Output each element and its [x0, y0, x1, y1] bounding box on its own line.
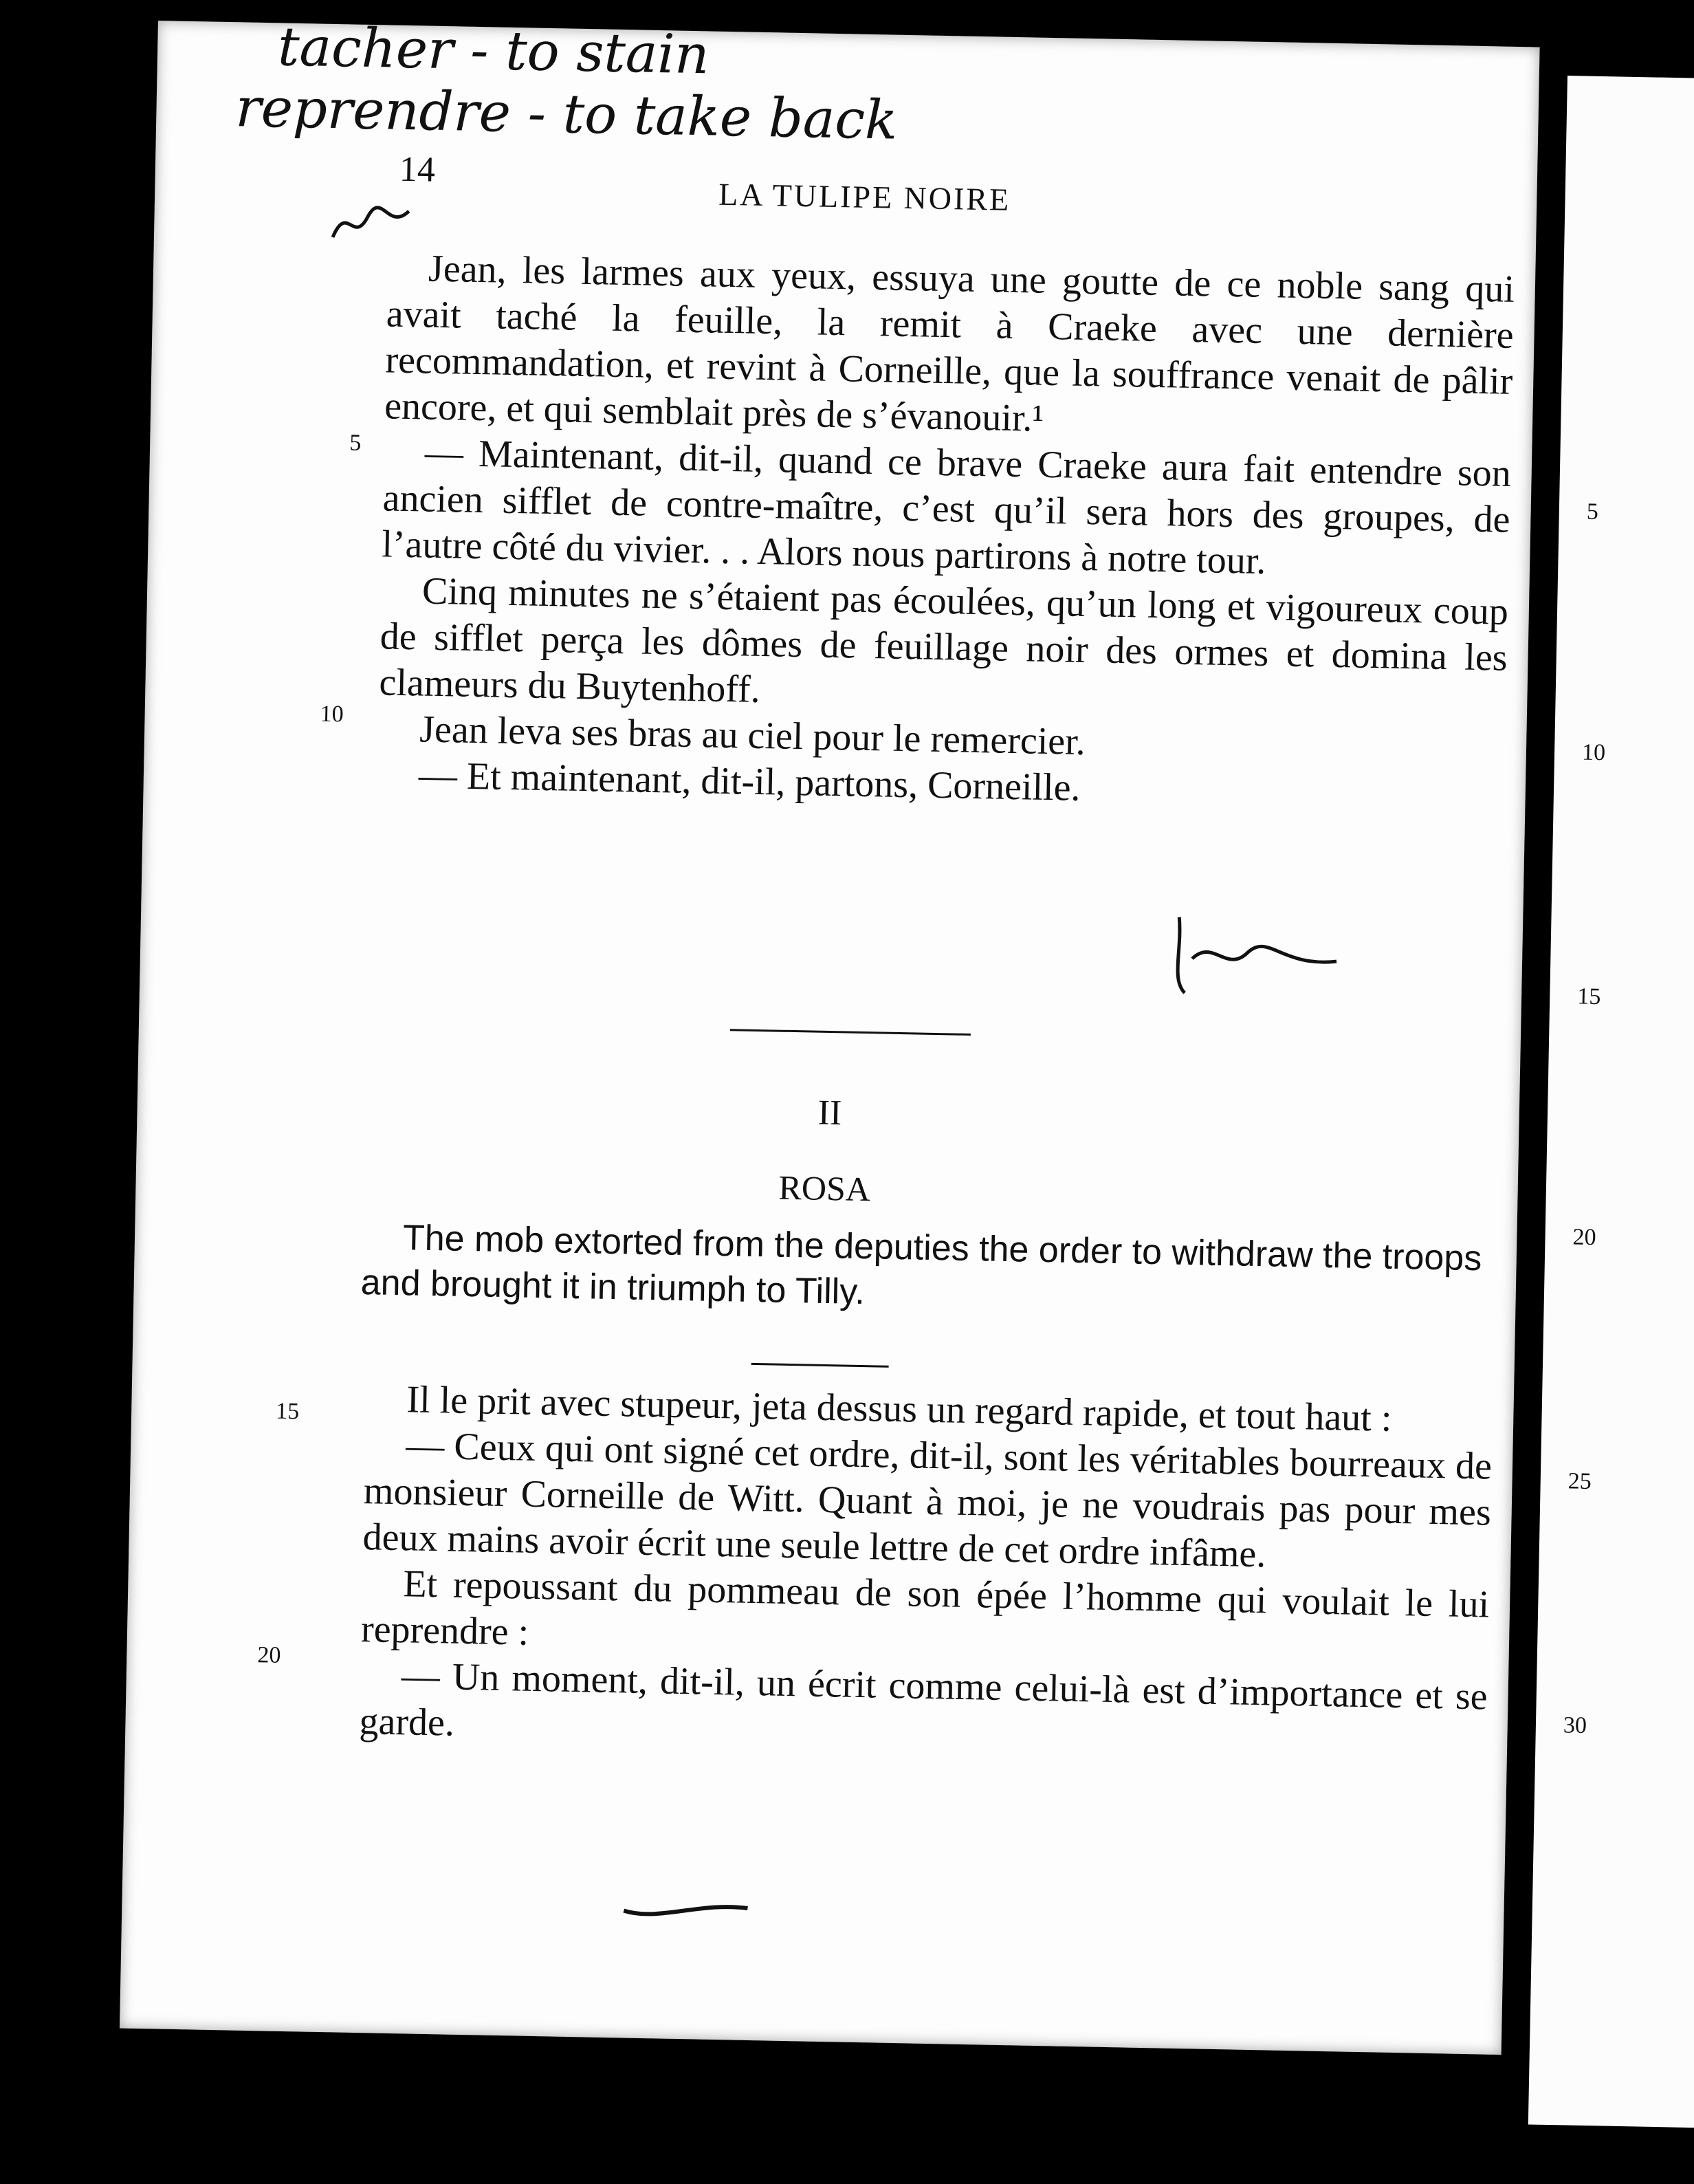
- running-head: LA TULIPE NOIRE: [718, 176, 1011, 217]
- book-page: [120, 16, 1540, 2055]
- page-number: 14: [399, 149, 436, 190]
- next-page-line-number: 25: [1568, 1468, 1592, 1495]
- pencil-signature-icon: [1164, 910, 1345, 1009]
- pencil-underline-icon: [617, 1893, 755, 1923]
- summary-rule: [751, 1363, 889, 1368]
- next-page-line-number: 10: [1581, 739, 1606, 766]
- paragraph: Jean, les larmes aux yeux, essuya une goutte de ce noble sang qui avait taché la feuille, la remit à Craeke avec une dernière recommandation, et revint à Corneille, que la souffrance venait de pâlir encore, et qui semblait près de s’évanouir.¹: [384, 247, 1515, 440]
- next-page-line-number: 20: [1572, 1224, 1596, 1251]
- paragraph: — Ceux qui ont signé cet ordre, dit-il, sont les véritables bourreaux de monsieur Corneille de Witt. Quant à moi, je ne voudrais pas pour mes deux mains avoir écrit une seule lettre de cet ordre infâme.: [362, 1424, 1493, 1576]
- paragraph: — Et maintenant, dit-il, partons, Corneille.: [418, 754, 1081, 809]
- line-number: 10: [320, 701, 344, 728]
- line-number: 15: [275, 1398, 300, 1425]
- paragraph: Jean leva ses bras au ciel pour le remercier.: [419, 708, 1086, 764]
- chapter-summary: [360, 1214, 1496, 1327]
- paragraph: Il le prit avec stupeur, jeta dessus un regard rapide, et tout haut :: [406, 1378, 1392, 1440]
- next-page-line-number: 15: [1576, 983, 1601, 1010]
- chapter-title: ROSA: [778, 1168, 871, 1209]
- next-page-edge: [1528, 76, 1694, 2128]
- handwritten-note: tacher - to stain: [277, 16, 710, 87]
- paragraph: — Maintenant, dit-il, quand ce brave Craeke aura fait entendre son ancien sifflet de contre-maître, c’est qu’il sera hors des groupes, de l’autre côté du vivier. . . Alors nous partirons à notre tour.: [381, 431, 1512, 583]
- passage-1: [377, 245, 1515, 819]
- paragraph: Cinq minutes ne s’étaient pas écoulées, qu’un long et vigoureux coup de sifflet perça les dômes de feuillage noir des ormes et domina les clameurs du Buytenhoff.: [378, 569, 1509, 711]
- next-page-line-number: 30: [1563, 1712, 1587, 1738]
- section-rule: [730, 1029, 971, 1036]
- paragraph: — Un moment, dit-il, un écrit comme celui-là est d’importance et se garde.: [358, 1655, 1488, 1745]
- next-page-line-number: 5: [1586, 499, 1599, 525]
- passage-2: [359, 1376, 1493, 1766]
- summary-text: The mob extorted from the deputies the order to withdraw the troops and brought it in triumph to Tilly.: [360, 1218, 1482, 1313]
- line-number: 20: [257, 1642, 281, 1668]
- handwritten-note: reprendre - to take back: [234, 77, 899, 152]
- paragraph: Et repoussant du pommeau de son épée l’homme qui voulait le lui reprendre :: [360, 1562, 1490, 1654]
- line-number: 5: [349, 430, 362, 456]
- chapter-numeral: II: [817, 1093, 842, 1133]
